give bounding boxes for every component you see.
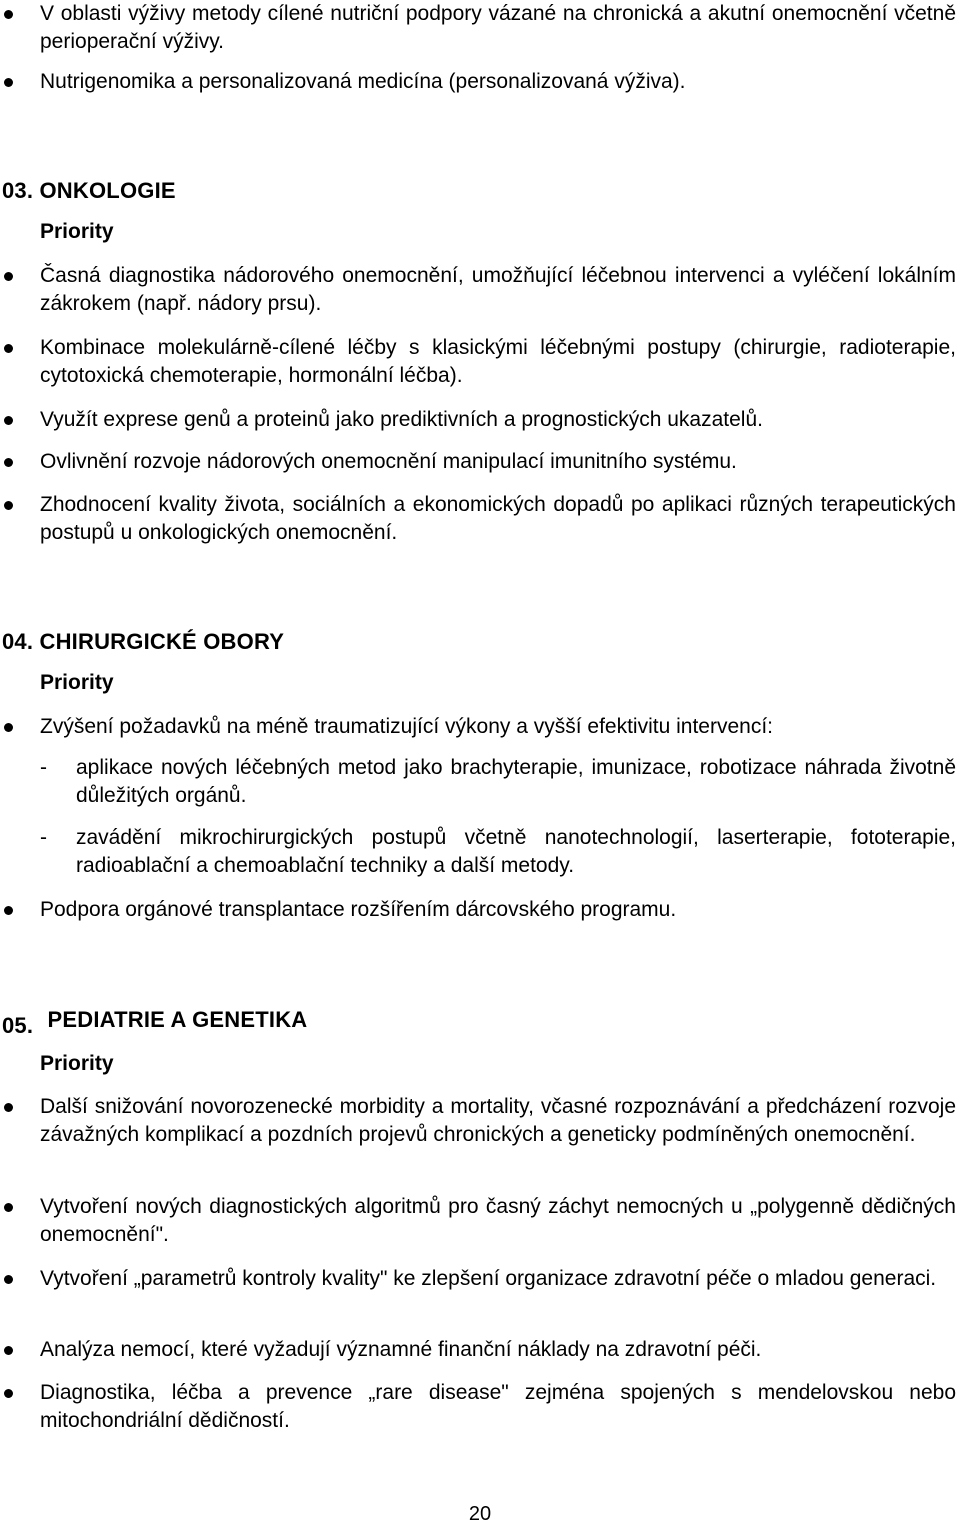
list-item xyxy=(0,491,960,547)
list-item-text: Časná diagnostika nádorového onemocnění, umožňující léčebnou intervenci a vyléčení lokálním zákrokem (např. nádory prsu). xyxy=(40,264,956,315)
list-item-text: Zhodnocení kvality života, sociálních a ekonomických dopadů po aplikaci různých terapeutických postupů u onkologických onemocnění. xyxy=(40,493,956,544)
section-heading xyxy=(2,177,176,205)
list-item-text: Kombinace molekulárně-cílené léčby s klasickými léčebnými postupy (chirurgie, radioterapie, cytotoxická chemoterapie, hormonální léčba). xyxy=(40,336,956,387)
bullet-icon xyxy=(4,458,13,467)
list-item xyxy=(0,1193,960,1249)
list-item xyxy=(0,0,960,56)
list-item xyxy=(0,1379,960,1435)
section-number: 03. xyxy=(2,178,34,203)
section-list xyxy=(0,1379,960,1435)
list-item-text: Další snižování novorozenecké morbidity a mortality, včasné rozpoznávání a předcházení rozvoje závažných komplikací a pozdních projevů chronických a geneticky podmíněných onemocnění. xyxy=(40,1095,956,1146)
bullet-icon xyxy=(4,906,13,915)
list-item xyxy=(0,334,960,390)
list-item-text: Analýza nemocí, které vyžadují významné finanční náklady na zdravotní péči. xyxy=(40,1338,762,1361)
section-heading xyxy=(2,1006,308,1038)
list-item xyxy=(0,713,960,741)
bullet-icon xyxy=(4,1346,13,1355)
bullet-icon xyxy=(4,723,13,732)
list-item-text: Ovlivnění rozvoje nádorových onemocnění manipulací imunitního systému. xyxy=(40,450,737,473)
section-list xyxy=(0,1336,960,1364)
sub-list-item xyxy=(0,754,960,810)
priority-label: Priority xyxy=(40,671,114,694)
list-item-text: Diagnostika, léčba a prevence „rare disease" zejména spojených s mendelovskou nebo mitochondriální dědičností. xyxy=(40,1381,956,1432)
list-item xyxy=(0,448,960,476)
intro-list xyxy=(0,68,960,96)
section-list xyxy=(0,1193,960,1249)
bullet-icon xyxy=(4,1103,13,1112)
list-item-text: Nutrigenomika a personalizovaná medicína (personalizovaná výživa). xyxy=(40,70,686,93)
section-list xyxy=(0,1265,960,1293)
section-list xyxy=(0,262,960,318)
list-item-text: Využít exprese genů a proteinů jako prediktivních a prognostických ukazatelů. xyxy=(40,408,763,431)
intro-list xyxy=(0,0,960,56)
bullet-icon xyxy=(4,344,13,353)
list-item xyxy=(0,262,960,318)
section-list xyxy=(0,713,960,741)
sub-list-item-text: zavádění mikrochirurgických postupů včetně nanotechnologií, laserterapie, fototerapie, radioablační a chemoablační techniky a další metody. xyxy=(76,826,956,877)
priority-label: Priority xyxy=(40,1052,114,1075)
bullet-icon xyxy=(4,272,13,281)
list-item xyxy=(0,1093,960,1149)
list-item-text: Vytvoření nových diagnostických algoritmů pro časný záchyt nemocných u „polygenně dědičných onemocnění". xyxy=(40,1195,956,1246)
sub-list-item xyxy=(0,824,960,880)
list-item xyxy=(0,1336,960,1364)
list-item xyxy=(0,896,960,924)
section-list xyxy=(0,406,960,434)
bullet-icon xyxy=(4,78,13,87)
section-title: CHIRURGICKÉ OBORY xyxy=(39,629,285,654)
bullet-icon xyxy=(4,501,13,510)
bullet-icon xyxy=(4,1389,13,1398)
section-list xyxy=(0,448,960,476)
sub-list-item-text: aplikace nových léčebných metod jako brachyterapie, imunizace, robotizace náhrada životně důležitých orgánů. xyxy=(76,756,956,807)
list-item xyxy=(0,1265,960,1293)
list-item xyxy=(0,406,960,434)
bullet-icon xyxy=(4,10,13,19)
bullet-icon xyxy=(4,1275,13,1284)
section-list xyxy=(0,1093,960,1149)
dash-marker: - xyxy=(40,756,47,779)
section-title: ONKOLOGIE xyxy=(39,178,176,203)
list-item xyxy=(0,68,960,96)
list-item-text: Zvýšení požadavků na méně traumatizující výkony a vyšší efektivitu intervencí: xyxy=(40,715,773,738)
page-number: 20 xyxy=(468,1503,492,1525)
dash-marker: - xyxy=(40,826,47,849)
section-list xyxy=(0,491,960,547)
sub-list xyxy=(0,824,960,880)
list-item-text: Podpora orgánové transplantace rozšířením dárcovského programu. xyxy=(40,898,677,921)
section-number: 04. xyxy=(2,629,34,654)
section-title: PEDIATRIE A GENETIKA xyxy=(47,1007,308,1032)
bullet-icon xyxy=(4,1203,13,1212)
section-list xyxy=(0,334,960,390)
section-number: 05. xyxy=(2,1013,34,1038)
list-item-text: V oblasti výživy metody cílené nutriční podpory vázané na chronická a akutní onemocnění včetně perioperační výživy. xyxy=(40,2,956,53)
sub-list xyxy=(0,754,960,810)
bullet-icon xyxy=(4,416,13,425)
list-item-text: Vytvoření „parametrů kontroly kvality" ke zlepšení organizace zdravotní péče o mladou generaci. xyxy=(40,1267,937,1290)
priority-label: Priority xyxy=(40,220,114,243)
section-heading xyxy=(2,628,284,656)
section-list xyxy=(0,896,960,924)
